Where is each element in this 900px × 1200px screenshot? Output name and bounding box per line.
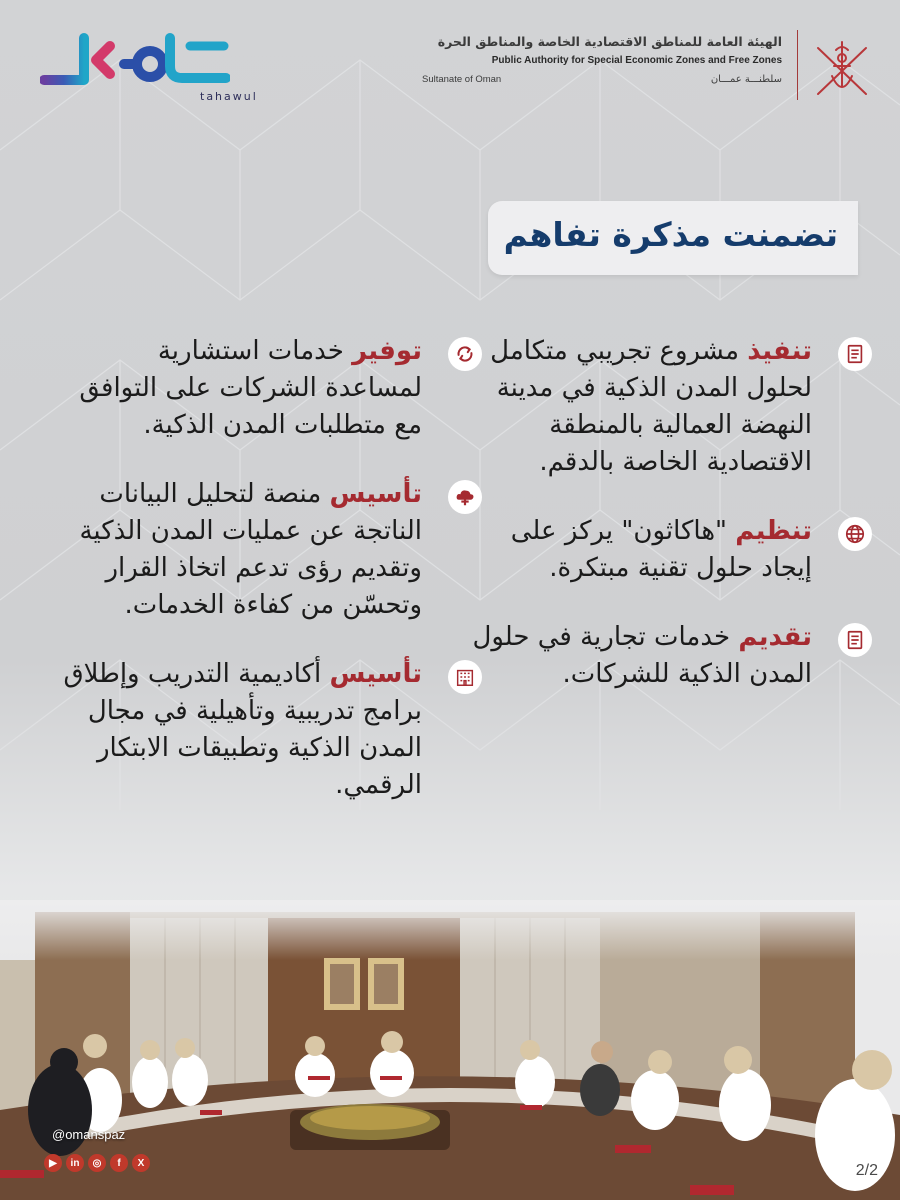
item-keyword: توفير [352, 336, 422, 366]
list-item [472, 619, 872, 693]
social-links [44, 1154, 150, 1172]
item-keyword: تنفيذ [747, 336, 812, 366]
social-handle: @omanspaz [52, 1127, 126, 1142]
item-text: مشروع تجريبي متكامل لحلول المدن الذكية في مدينة النهضة العمالية بالمنطقة الاقتصادية الخاصة بالدقم. [490, 336, 812, 477]
page-title: تضمنت مذكرة تفاهم [503, 215, 838, 254]
tahawul-tagline: tahawul [200, 90, 258, 103]
building-icon [448, 660, 482, 694]
oman-emblem-icon [808, 36, 876, 104]
right-column [472, 333, 872, 725]
document-icon [838, 623, 872, 657]
document-icon [838, 337, 872, 371]
photo-fade [0, 900, 900, 960]
item-text: خدمات استشارية لمساعدة الشركات على التوافق مع متطلبات المدن الذكية. [79, 336, 422, 440]
tahawul-logo [40, 30, 258, 105]
sultanate-en: Sultanate of Oman [422, 74, 502, 85]
authority-header [382, 28, 882, 100]
title-box [488, 201, 858, 275]
item-keyword: تقديم [738, 622, 812, 652]
list-item [472, 513, 872, 587]
list-item [62, 333, 482, 444]
instagram-icon[interactable]: ◎ [88, 1154, 106, 1172]
sultanate-ar: سلطنـــة عمـــان [710, 74, 782, 85]
header-divider [797, 30, 798, 100]
authority-text [422, 34, 782, 88]
authority-name-en: Public Authority for Special Economic Zones and Free Zones [491, 55, 782, 66]
linkedin-icon[interactable]: in [66, 1154, 84, 1172]
facebook-icon[interactable]: f [110, 1154, 128, 1172]
tahawul-wordmark [40, 30, 230, 92]
refresh-icon [448, 337, 482, 371]
sultanate-row [422, 74, 782, 88]
item-keyword: تأسيس [329, 659, 422, 689]
page-indicator: 2/2 [855, 1162, 878, 1179]
left-column [62, 333, 482, 836]
list-item [62, 476, 482, 624]
youtube-icon[interactable]: ▶ [44, 1154, 62, 1172]
item-text: أكاديمية التدريب وإطلاق برامج تدريبية وتأهيلية في مجال المدن الذكية وتطبيقات الابتكار الرقمي. [63, 659, 422, 800]
item-keyword: تأسيس [329, 479, 422, 509]
item-text: "هاكاثون" يركز على إيجاد حلول تقنية مبتكرة. [510, 516, 812, 583]
item-text: خدمات تجارية في حلول المدن الذكية للشركات. [472, 622, 812, 689]
cloud-plus-icon [448, 480, 482, 514]
list-item [62, 656, 482, 804]
item-text: منصة لتحليل البيانات الناتجة عن عمليات المدن الذكية وتقديم رؤى تدعم اتخاذ القرار وتحسّن من كفاءة الخدمات. [79, 479, 422, 620]
x-icon[interactable]: X [132, 1154, 150, 1172]
globe-icon [838, 517, 872, 551]
item-keyword: تنظيم [735, 516, 812, 546]
authority-name-ar: الهيئة العامة للمناطق الاقتصادية الخاصة والمناطق الحرة [437, 34, 782, 49]
list-item [472, 333, 872, 481]
